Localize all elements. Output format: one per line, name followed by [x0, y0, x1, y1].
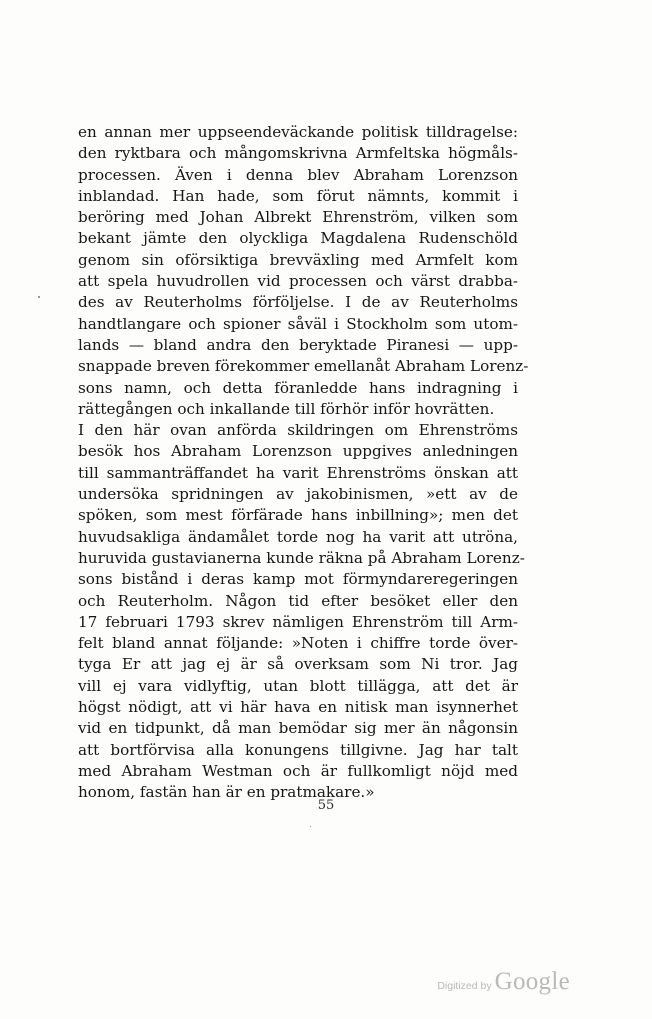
watermark-prefix: Digitized by	[437, 980, 492, 992]
paper-speck	[38, 296, 40, 298]
page-number: 55	[317, 798, 335, 813]
text-line: huruvida gustavianerna kunde räkna på Abraham Lorenz-	[78, 548, 525, 567]
text-line: att spela huvudrollen vid processen och värst drabba-	[78, 272, 518, 291]
text-line: des av Reuterholms förföljelse. I de av Reuterholms	[78, 293, 518, 312]
text-line: I den här ovan anförda skildringen om Ehrenströms	[78, 421, 518, 440]
text-line: spöken, som mest förfärade hans inbillning»; men det	[78, 506, 518, 525]
text-line: att bortförvisa alla konungens tillgivne. Jag har talt	[78, 740, 518, 759]
text-line: och Reuterholm. Någon tid efter besöket eller den	[78, 591, 518, 610]
text-line: tyga Er att jag ej är så overksam som Ni tror. Jag	[78, 655, 518, 674]
text-line: sons bistånd i deras kamp mot förmyndareregeringen	[78, 570, 518, 589]
text-line: 17 februari 1793 skrev nämligen Ehrenström till Arm-	[78, 612, 518, 631]
text-line: felt bland annat följande: »Noten i chiffre torde över-	[78, 634, 518, 653]
text-line: till sammanträffandet ha varit Ehrenströms önskan att	[78, 463, 518, 482]
text-line: inblandad. Han hade, som förut nämnts, kommit i	[78, 186, 518, 205]
google-logo: Google	[494, 968, 570, 995]
text-line: handtlangare och spioner såväl i Stockholm som utom-	[78, 314, 518, 333]
text-line: processen. Även i denna blev Abraham Lorenzson	[78, 165, 518, 184]
text-line: huvudsakliga ändamålet torde nog ha varit att utröna,	[78, 527, 518, 546]
digitized-watermark	[437, 968, 570, 996]
body-text	[78, 122, 529, 804]
text-line: besök hos Abraham Lorenzson uppgives anledningen	[78, 442, 518, 461]
text-line: med Abraham Westman och är fullkomligt nöjd med	[78, 761, 518, 780]
text-line: högst nödigt, att vi här hava en nitisk man isynnerhet	[78, 698, 518, 717]
text-line: bekant jämte den olyckliga Magdalena Rudenschöld	[78, 229, 518, 248]
text-line: snappade breven förekommer emellanåt Abraham Lorenz-	[78, 357, 529, 376]
text-line: beröring med Johan Albrekt Ehrenström, vilken som	[78, 208, 518, 227]
paper-speck	[310, 826, 311, 827]
text-line: genom sin oförsiktiga brevväxling med Armfelt kom	[78, 250, 518, 269]
text-line: den ryktbara och mångomskrivna Armfeltska högmåls-	[78, 144, 518, 163]
text-line: vid en tidpunkt, då man bemödar sig mer än någonsin	[78, 719, 518, 738]
text-line: honom, fastän han är en pratmakare.»	[78, 783, 375, 802]
text-line: rättegången och inkallande till förhör inför hovrätten.	[78, 399, 495, 418]
text-line: vill ej vara vidlyftig, utan blott tillägga, att det är	[78, 676, 518, 695]
text-line: lands — bland andra den beryktade Piranesi — upp-	[78, 335, 518, 354]
text-line: undersöka spridningen av jakobinismen, »ett av de	[78, 485, 518, 504]
text-line: en annan mer uppseendeväckande politisk tilldragelse:	[78, 123, 518, 141]
text-line: sons namn, och detta föranledde hans indragning i	[78, 378, 518, 397]
